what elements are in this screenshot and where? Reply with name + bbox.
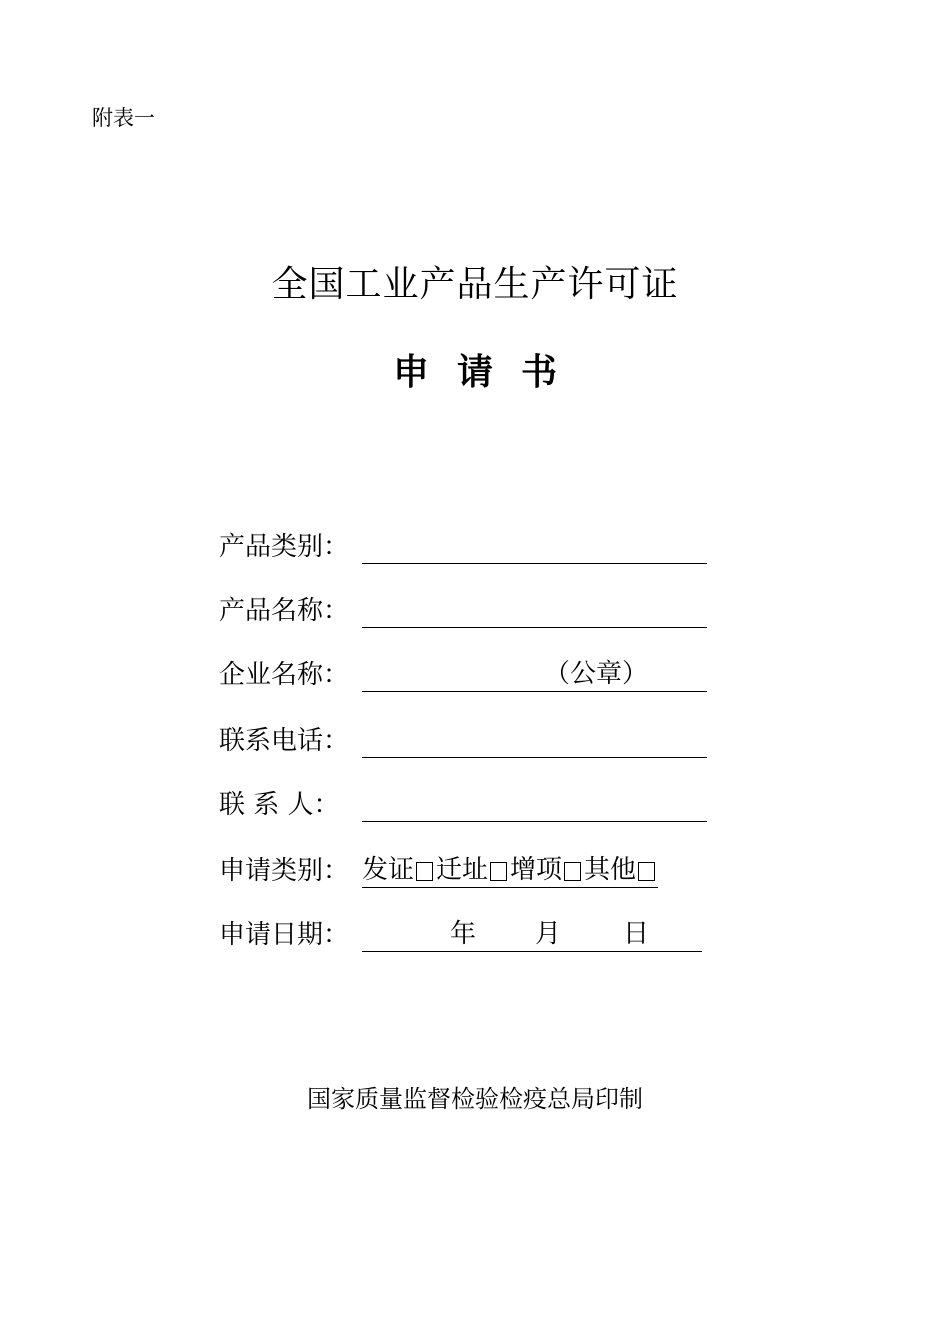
checkbox[interactable] [638, 862, 655, 881]
date-month-label: 月 [535, 919, 562, 949]
contact-blank[interactable] [362, 786, 707, 822]
option-other[interactable] [584, 853, 658, 887]
field-label: 联系电话： [219, 726, 350, 756]
date-day-label: 日 [623, 919, 650, 949]
product-name-blank[interactable] [362, 592, 707, 628]
field-product-name [219, 588, 707, 628]
apply-type-options [362, 852, 658, 888]
product-category-blank[interactable] [362, 528, 707, 564]
document-title: 全国工业产品生产许可证 [271, 264, 679, 305]
field-company-name [219, 652, 707, 692]
option-relocate[interactable] [436, 853, 510, 887]
field-apply-date [219, 912, 702, 952]
field-label: 联 系 人： [219, 790, 340, 820]
option-add-item[interactable] [510, 853, 584, 887]
checkbox[interactable] [416, 862, 433, 881]
seal-note: （公章） [544, 659, 649, 689]
option-label: 发证 [362, 855, 415, 885]
company-name-blank[interactable] [362, 656, 707, 692]
field-contact [219, 782, 707, 822]
option-issue[interactable] [362, 853, 436, 887]
checkbox[interactable] [490, 862, 507, 881]
field-apply-type [219, 848, 658, 888]
field-phone [219, 718, 707, 758]
option-label: 增项 [510, 855, 563, 885]
issuer-footer: 国家质量监督检验检疫总局印制 [307, 1085, 643, 1113]
field-label: 产品类别： [219, 532, 350, 562]
phone-blank[interactable] [362, 722, 707, 758]
field-label: 产品名称： [219, 596, 350, 626]
option-label: 其他 [584, 855, 637, 885]
date-year-label: 年 [450, 919, 477, 949]
checkbox[interactable] [564, 862, 581, 881]
document-subtitle: 申请书 [392, 352, 585, 393]
field-label: 申请类别： [219, 856, 350, 886]
field-label: 申请日期： [219, 920, 350, 950]
annex-label: 附表一 [92, 106, 155, 130]
field-label: 企业名称： [219, 660, 350, 690]
apply-date-blank[interactable] [362, 916, 702, 952]
option-label: 迁址 [436, 855, 489, 885]
field-product-category [219, 524, 707, 564]
